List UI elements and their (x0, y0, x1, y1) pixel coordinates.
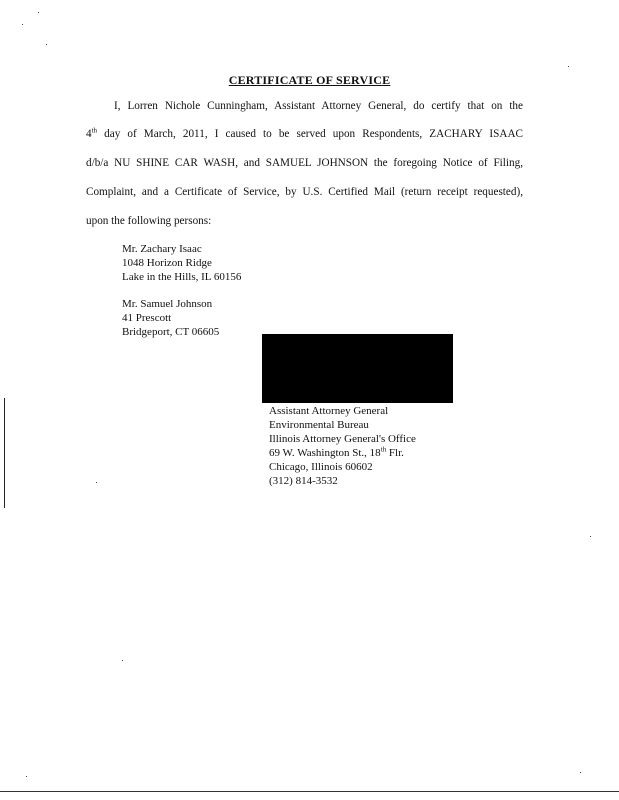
scan-speck (38, 12, 39, 13)
document-title: CERTIFICATE OF SERVICE (228, 73, 391, 87)
signer-phone: (312) 814-3532 (269, 475, 338, 487)
recipient-street: 1048 Horizon Ridge (122, 257, 212, 269)
scan-speck (122, 660, 123, 661)
scan-speck (26, 776, 27, 777)
body-line-2-text: day of March, 2011, I caused to be served upon Respondents, ZACHARY ISAAC (97, 128, 523, 140)
scan-speck (46, 44, 47, 45)
scan-speck (580, 772, 581, 773)
recipient-street: 41 Prescott (122, 312, 172, 324)
signer-office: Illinois Attorney General's Office (269, 433, 416, 445)
body-line-5: upon the following persons: (86, 215, 212, 227)
day-number: 4 (86, 128, 92, 140)
signer-street (269, 446, 416, 460)
signer-bureau: Environmental Bureau (269, 419, 369, 431)
recipient-name: Mr. Zachary Isaac (122, 243, 202, 255)
day-suffix: th (91, 126, 98, 135)
recipient-address-2 (122, 297, 219, 339)
recipient-address-1 (122, 242, 241, 284)
signer-floor-text: Flr. (386, 447, 404, 459)
signer-street-text: 69 W. Washington St., 18 (269, 447, 381, 459)
scan-speck (22, 24, 23, 25)
signer-title: Assistant Attorney General (269, 405, 389, 417)
redacted-signature (262, 334, 453, 403)
scan-edge-mark (4, 398, 5, 508)
signer-city: Chicago, Illinois 60602 (269, 461, 373, 473)
recipient-city: Lake in the Hills, IL 60156 (122, 271, 242, 283)
body-line-3: d/b/a NU SHINE CAR WASH, and SAMUEL JOHNSON the foregoing Notice of Filing, (86, 157, 523, 169)
body-line-4: Complaint, and a Certificate of Service, by U.S. Certified Mail (return receipt requested), (86, 186, 523, 198)
body-line-2 (86, 128, 523, 140)
body-line-1: I, Lorren Nichole Cunningham, Assistant Attorney General, do certify that on the (114, 100, 523, 112)
scan-bottom-rule (0, 791, 619, 792)
recipient-name: Mr. Samuel Johnson (122, 298, 213, 310)
scan-speck (96, 482, 97, 483)
floor-suffix: th (380, 445, 387, 454)
scan-speck (590, 536, 591, 537)
signature-block (269, 404, 416, 488)
scan-speck (568, 66, 569, 67)
recipient-city: Bridgeport, CT 06605 (122, 326, 220, 338)
